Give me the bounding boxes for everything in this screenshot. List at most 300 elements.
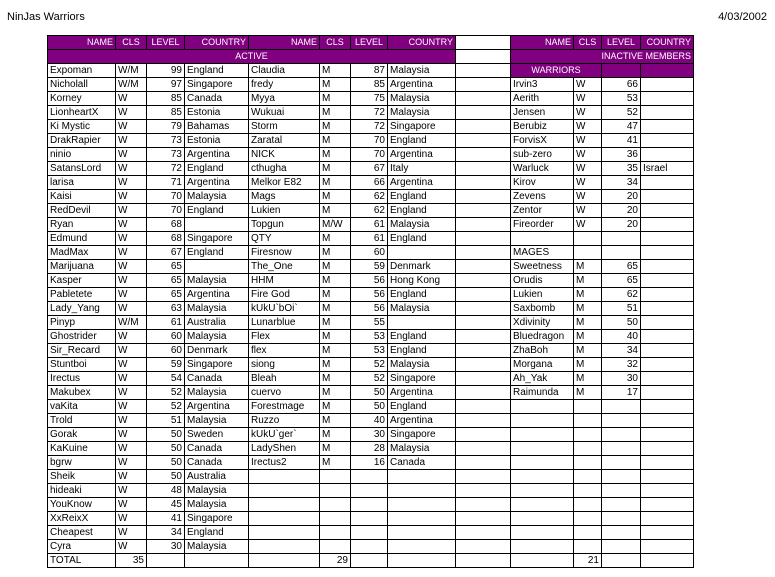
table-row	[48, 162, 694, 176]
mid-name-cell: Fire God	[249, 288, 320, 302]
inactive-class-cell: W	[574, 78, 602, 92]
right-empty-cell	[574, 428, 602, 442]
mid-name-cell: fredy	[249, 78, 320, 92]
inactive-level-cell: 40	[602, 330, 641, 344]
right-empty-cell	[511, 470, 574, 484]
right-empty-cell	[574, 232, 602, 246]
left-level-cell: 65	[147, 274, 185, 288]
left-level-cell: 48	[147, 484, 185, 498]
mid-class-cell: M	[320, 120, 351, 134]
col-header-name: NAME	[48, 36, 116, 50]
inactive-name-cell: Bluedragon	[511, 330, 574, 344]
inactive-class-cell: W	[574, 190, 602, 204]
left-country-cell: Canada	[185, 92, 249, 106]
gap-cell	[456, 176, 511, 190]
gap-cell	[456, 64, 511, 78]
left-country-cell: Sweden	[185, 428, 249, 442]
table-row	[48, 218, 694, 232]
right-empty-cell	[602, 246, 641, 260]
right-empty-cell	[574, 526, 602, 540]
total-empty-cell	[511, 554, 574, 568]
mid-country-cell: England	[388, 288, 456, 302]
left-country-cell: Singapore	[185, 512, 249, 526]
inactive-level-cell: 65	[602, 274, 641, 288]
mid-class-cell: M	[320, 344, 351, 358]
left-name-cell: Korney	[48, 92, 116, 106]
gap-cell	[456, 442, 511, 456]
mid-name-cell: Myya	[249, 92, 320, 106]
right-empty-cell	[641, 442, 694, 456]
col-header-country: COUNTRY	[185, 36, 249, 50]
right-empty-cell	[574, 498, 602, 512]
gap-cell	[456, 526, 511, 540]
left-level-cell: 68	[147, 218, 185, 232]
left-country-cell: Canada	[185, 442, 249, 456]
mid-country-cell: Canada	[388, 456, 456, 470]
right-empty-cell	[511, 484, 574, 498]
right-empty-cell	[574, 470, 602, 484]
gap-cell	[456, 246, 511, 260]
total-inactive-count: 21	[574, 554, 602, 568]
left-class-cell: W	[116, 484, 147, 498]
inactive-country-cell	[641, 106, 694, 120]
right-empty-cell	[641, 540, 694, 554]
mid-country-cell: Malaysia	[388, 64, 456, 78]
mid-empty-cell	[320, 484, 351, 498]
right-empty-cell	[602, 232, 641, 246]
inactive-level-cell: 50	[602, 316, 641, 330]
inactive-class-cell: M	[574, 386, 602, 400]
inactive-level-cell: 52	[602, 106, 641, 120]
inactive-class-cell: M	[574, 372, 602, 386]
right-empty-cell	[602, 456, 641, 470]
mid-country-cell: England	[388, 190, 456, 204]
left-country-cell	[185, 218, 249, 232]
inactive-country-cell	[641, 344, 694, 358]
table-row	[48, 176, 694, 190]
mid-country-cell: Italy	[388, 162, 456, 176]
inactive-level-cell: 65	[602, 260, 641, 274]
left-name-cell: Irectus	[48, 372, 116, 386]
inactive-name-cell: Xdivinity	[511, 316, 574, 330]
gap-cell	[456, 274, 511, 288]
mid-level-cell: 55	[351, 316, 388, 330]
right-empty-cell	[511, 512, 574, 526]
header-fill-cell	[641, 64, 694, 78]
table-row	[48, 512, 694, 526]
mid-country-cell: Hong Kong	[388, 274, 456, 288]
left-name-cell: Pinyp	[48, 316, 116, 330]
inactive-class-cell: W	[574, 106, 602, 120]
inactive-country-cell	[641, 78, 694, 92]
left-level-cell: 60	[147, 330, 185, 344]
right-empty-cell	[511, 442, 574, 456]
left-level-cell: 52	[147, 386, 185, 400]
right-empty-cell	[641, 400, 694, 414]
gap-cell	[456, 316, 511, 330]
mid-country-cell: England	[388, 344, 456, 358]
total-row	[48, 554, 694, 568]
left-class-cell: W	[116, 204, 147, 218]
left-name-cell: Ki Mystic	[48, 120, 116, 134]
left-level-cell: 67	[147, 246, 185, 260]
left-name-cell: Lady_Yang	[48, 302, 116, 316]
right-empty-cell	[574, 484, 602, 498]
right-empty-cell	[574, 456, 602, 470]
inactive-name-cell: Jensen	[511, 106, 574, 120]
mid-name-cell: QTY	[249, 232, 320, 246]
mid-empty-cell	[351, 512, 388, 526]
inactive-class-cell: M	[574, 274, 602, 288]
warriors-label: WARRIORS	[511, 64, 602, 78]
left-country-cell: England	[185, 526, 249, 540]
right-empty-cell	[574, 540, 602, 554]
mid-level-cell: 59	[351, 260, 388, 274]
left-country-cell: Argentina	[185, 176, 249, 190]
left-class-cell: W	[116, 120, 147, 134]
mid-level-cell: 61	[351, 218, 388, 232]
left-class-cell: W	[116, 456, 147, 470]
table-row	[48, 134, 694, 148]
inactive-level-cell: 32	[602, 358, 641, 372]
total-label: TOTAL	[48, 554, 116, 568]
left-class-cell: W	[116, 470, 147, 484]
mid-country-cell: England	[388, 330, 456, 344]
roster-body	[48, 36, 694, 568]
mid-class-cell: M	[320, 64, 351, 78]
left-class-cell: W	[116, 274, 147, 288]
mid-empty-cell	[249, 498, 320, 512]
right-empty-cell	[602, 428, 641, 442]
total-empty-cell	[249, 554, 320, 568]
mid-name-cell: cuervo	[249, 386, 320, 400]
left-class-cell: W/M	[116, 316, 147, 330]
inactive-level-cell: 35	[602, 162, 641, 176]
gap-cell	[456, 78, 511, 92]
left-name-cell: RedDevil	[48, 204, 116, 218]
table-row	[48, 442, 694, 456]
mid-country-cell: Argentina	[388, 386, 456, 400]
mid-class-cell: M	[320, 106, 351, 120]
left-country-cell: England	[185, 64, 249, 78]
left-name-cell: Gorak	[48, 428, 116, 442]
mid-empty-cell	[320, 498, 351, 512]
left-country-cell: Malaysia	[185, 386, 249, 400]
inactive-class-cell: W	[574, 120, 602, 134]
inactive-level-cell: 20	[602, 190, 641, 204]
gap-cell	[456, 218, 511, 232]
mid-empty-cell	[351, 484, 388, 498]
inactive-name-cell: Aerith	[511, 92, 574, 106]
mid-level-cell: 53	[351, 330, 388, 344]
mid-class-cell: M	[320, 442, 351, 456]
table-row	[48, 400, 694, 414]
inactive-class-cell: W	[574, 162, 602, 176]
right-empty-cell	[641, 470, 694, 484]
left-country-cell: England	[185, 162, 249, 176]
inactive-class-cell: W	[574, 176, 602, 190]
right-empty-cell	[602, 526, 641, 540]
table-row	[48, 386, 694, 400]
gap-cell	[456, 512, 511, 526]
left-name-cell: DrakRapier	[48, 134, 116, 148]
mid-name-cell: Bleah	[249, 372, 320, 386]
gap-cell	[456, 288, 511, 302]
inactive-class-cell: W	[574, 148, 602, 162]
inactive-name-cell: ZhaBoh	[511, 344, 574, 358]
mid-country-cell: Malaysia	[388, 92, 456, 106]
gap-cell	[456, 92, 511, 106]
left-level-cell: 51	[147, 414, 185, 428]
mid-country-cell: Argentina	[388, 148, 456, 162]
roster-table	[47, 35, 694, 568]
mid-empty-cell	[351, 470, 388, 484]
inactive-name-cell: Zentor	[511, 204, 574, 218]
mid-country-cell: Malaysia	[388, 218, 456, 232]
left-level-cell: 99	[147, 64, 185, 78]
right-empty-cell	[574, 442, 602, 456]
right-empty-cell	[511, 540, 574, 554]
left-class-cell: W	[116, 302, 147, 316]
left-name-cell: ninio	[48, 148, 116, 162]
mid-class-cell: M	[320, 330, 351, 344]
mid-class-cell: M	[320, 414, 351, 428]
left-class-cell: W	[116, 134, 147, 148]
total-empty-cell	[185, 554, 249, 568]
left-level-cell: 50	[147, 428, 185, 442]
mid-name-cell: flex	[249, 344, 320, 358]
inactive-class-cell: M	[574, 316, 602, 330]
right-empty-cell	[602, 400, 641, 414]
gap-cell	[456, 372, 511, 386]
section-active-label: ACTIVE	[48, 50, 456, 64]
right-empty-cell	[602, 484, 641, 498]
mid-country-cell: Malaysia	[388, 302, 456, 316]
header-fill-cell	[602, 64, 641, 78]
gap-cell	[456, 190, 511, 204]
table-row	[48, 456, 694, 470]
table-row	[48, 540, 694, 554]
mid-class-cell: M	[320, 372, 351, 386]
table-row	[48, 316, 694, 330]
mid-empty-cell	[320, 512, 351, 526]
mid-country-cell	[388, 316, 456, 330]
col-header-level: LEVEL	[351, 36, 388, 50]
mid-level-cell: 87	[351, 64, 388, 78]
gap-cell	[456, 148, 511, 162]
gap-cell	[456, 260, 511, 274]
left-level-cell: 73	[147, 134, 185, 148]
left-name-cell: Sheik	[48, 470, 116, 484]
left-level-cell: 45	[147, 498, 185, 512]
mid-name-cell: Mags	[249, 190, 320, 204]
mid-name-cell: Claudia	[249, 64, 320, 78]
mid-class-cell: M	[320, 288, 351, 302]
right-empty-cell	[602, 512, 641, 526]
inactive-level-cell: 17	[602, 386, 641, 400]
mid-name-cell: Flex	[249, 330, 320, 344]
col-header-cls: CLS	[574, 36, 602, 50]
left-name-cell: Edmund	[48, 232, 116, 246]
left-name-cell: Kasper	[48, 274, 116, 288]
left-country-cell: Estonia	[185, 134, 249, 148]
mid-class-cell: M	[320, 456, 351, 470]
inactive-name-cell: Irvin3	[511, 78, 574, 92]
mid-name-cell: Storm	[249, 120, 320, 134]
mid-name-cell: Lunarblue	[249, 316, 320, 330]
inactive-country-cell	[641, 358, 694, 372]
left-name-cell: YouKnow	[48, 498, 116, 512]
inactive-level-cell: 66	[602, 78, 641, 92]
col-header-name: NAME	[511, 36, 574, 50]
col-header-cls: CLS	[116, 36, 147, 50]
left-name-cell: KaKuine	[48, 442, 116, 456]
mid-empty-cell	[388, 540, 456, 554]
table-row	[48, 358, 694, 372]
left-level-cell: 50	[147, 442, 185, 456]
mid-level-cell: 60	[351, 246, 388, 260]
inactive-country-cell	[641, 190, 694, 204]
inactive-level-cell: 34	[602, 344, 641, 358]
gap-cell	[456, 204, 511, 218]
mid-empty-cell	[320, 526, 351, 540]
left-class-cell: W	[116, 176, 147, 190]
left-name-cell: Pabletete	[48, 288, 116, 302]
mid-country-cell: Malaysia	[388, 442, 456, 456]
inactive-country-cell	[641, 204, 694, 218]
inactive-country-cell	[641, 302, 694, 316]
left-class-cell: W	[116, 512, 147, 526]
table-row	[48, 246, 694, 260]
table-row	[48, 498, 694, 512]
table-row	[48, 78, 694, 92]
inactive-country-cell	[641, 316, 694, 330]
left-country-cell: Malaysia	[185, 414, 249, 428]
mid-class-cell: M	[320, 134, 351, 148]
mid-level-cell: 75	[351, 92, 388, 106]
inactive-class-cell: W	[574, 204, 602, 218]
total-empty-cell	[147, 554, 185, 568]
mid-level-cell: 30	[351, 428, 388, 442]
mid-empty-cell	[351, 526, 388, 540]
inactive-name-cell: Berubiz	[511, 120, 574, 134]
right-empty-cell	[511, 400, 574, 414]
mid-class-cell: M	[320, 176, 351, 190]
left-level-cell: 61	[147, 316, 185, 330]
left-class-cell: W	[116, 428, 147, 442]
left-level-cell: 85	[147, 106, 185, 120]
gap-cell	[456, 134, 511, 148]
total-active-count: 35	[116, 554, 147, 568]
mid-class-cell: M	[320, 260, 351, 274]
left-class-cell: W	[116, 246, 147, 260]
gap-cell	[456, 400, 511, 414]
total-empty-cell	[641, 554, 694, 568]
left-country-cell: Argentina	[185, 148, 249, 162]
right-empty-cell	[641, 526, 694, 540]
gap-cell	[456, 50, 511, 64]
gap-cell	[456, 162, 511, 176]
mid-name-cell: NICK	[249, 148, 320, 162]
right-empty-cell	[574, 246, 602, 260]
table-row	[48, 484, 694, 498]
right-empty-cell	[602, 540, 641, 554]
inactive-country-cell	[641, 260, 694, 274]
mid-empty-cell	[388, 526, 456, 540]
left-name-cell: Kaisi	[48, 190, 116, 204]
right-empty-cell	[602, 414, 641, 428]
left-class-cell: W	[116, 526, 147, 540]
inactive-class-cell: M	[574, 288, 602, 302]
inactive-country-cell: Israel	[641, 162, 694, 176]
inactive-level-cell: 36	[602, 148, 641, 162]
left-level-cell: 73	[147, 148, 185, 162]
left-level-cell: 59	[147, 358, 185, 372]
mid-empty-cell	[249, 470, 320, 484]
inactive-class-cell: W	[574, 134, 602, 148]
table-row	[48, 428, 694, 442]
right-empty-cell	[602, 442, 641, 456]
left-country-cell: Malaysia	[185, 190, 249, 204]
table-row	[48, 106, 694, 120]
left-class-cell: W	[116, 190, 147, 204]
mid-name-cell: Irectus2	[249, 456, 320, 470]
inactive-class-cell: M	[574, 344, 602, 358]
inactive-class-cell: M	[574, 330, 602, 344]
left-country-cell: Argentina	[185, 400, 249, 414]
mid-class-cell: M	[320, 274, 351, 288]
right-empty-cell	[511, 498, 574, 512]
mid-class-cell: M	[320, 190, 351, 204]
inactive-country-cell	[641, 120, 694, 134]
left-name-cell: SatansLord	[48, 162, 116, 176]
mid-level-cell: 70	[351, 148, 388, 162]
table-row	[48, 470, 694, 484]
left-level-cell: 70	[147, 190, 185, 204]
mid-level-cell: 28	[351, 442, 388, 456]
inactive-level-cell: 34	[602, 176, 641, 190]
mid-level-cell: 62	[351, 204, 388, 218]
left-class-cell: W	[116, 442, 147, 456]
left-name-cell: Cheapest	[48, 526, 116, 540]
table-row	[48, 190, 694, 204]
inactive-class-cell: W	[574, 218, 602, 232]
right-empty-cell	[574, 400, 602, 414]
gap-cell	[456, 232, 511, 246]
left-class-cell: W	[116, 288, 147, 302]
section-inactive-label: INACTIVE MEMBERS	[511, 50, 694, 64]
right-empty-cell	[602, 498, 641, 512]
left-country-cell: Denmark	[185, 344, 249, 358]
mid-level-cell: 67	[351, 162, 388, 176]
mid-country-cell: Denmark	[388, 260, 456, 274]
inactive-class-cell: M	[574, 260, 602, 274]
left-name-cell: Trold	[48, 414, 116, 428]
mid-name-cell: Melkor E82	[249, 176, 320, 190]
gap-cell	[456, 386, 511, 400]
mid-name-cell: siong	[249, 358, 320, 372]
left-level-cell: 71	[147, 176, 185, 190]
mid-name-cell: kUkU`bOi`	[249, 302, 320, 316]
left-class-cell: W	[116, 386, 147, 400]
right-empty-cell	[511, 456, 574, 470]
left-country-cell: Canada	[185, 372, 249, 386]
col-header-country: COUNTRY	[388, 36, 456, 50]
left-name-cell: Nicholall	[48, 78, 116, 92]
mid-name-cell: Wukuai	[249, 106, 320, 120]
gap-cell	[456, 540, 511, 554]
mid-name-cell: Zaratal	[249, 134, 320, 148]
